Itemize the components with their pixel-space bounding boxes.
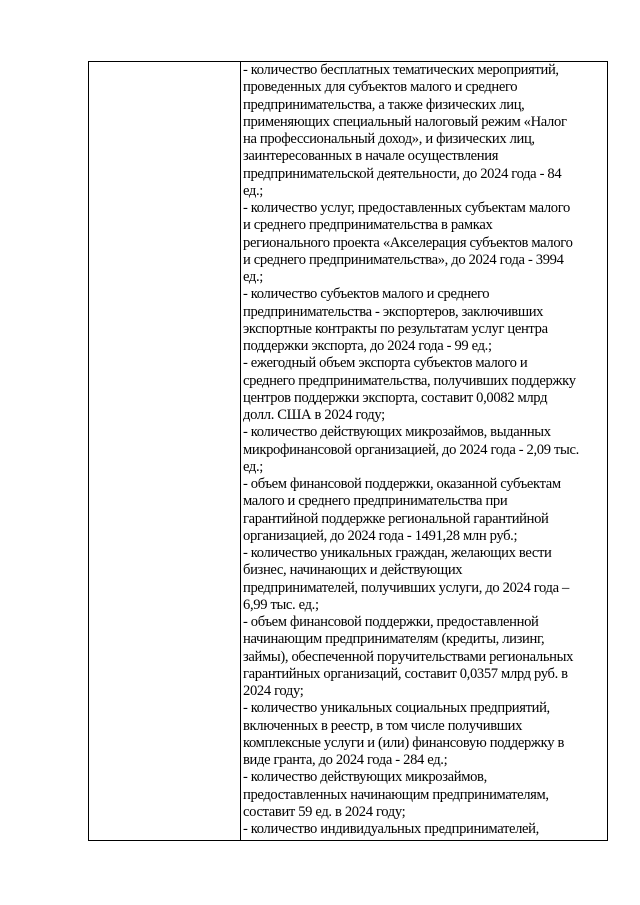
text-line: 6,99 тыс. ед.;	[243, 596, 319, 613]
text-line: - объем финансовой поддержки, оказанной субъектам	[243, 476, 561, 492]
text-line: - количество субъектов малого и среднего	[243, 286, 490, 303]
text-line: гарантийной поддержке региональной гарантийной	[243, 510, 549, 527]
text-line: центров поддержки экспорта, составит 0,0082 млрд	[243, 389, 548, 406]
text-line: экспортные контракты по результатам услуг центра	[243, 320, 548, 337]
text-line: - количество уникальных граждан, желающих вести	[243, 545, 552, 561]
text-line: комплексные услуги и (или) финансовую поддержку в	[243, 734, 564, 751]
text-line: регионального проекта «Акселерация субъектов малого	[243, 234, 573, 251]
text-line: проведенных для субъектов малого и среднего	[243, 79, 518, 96]
text-line: поддержки экспорта, до 2024 года - 99 ед.;	[243, 338, 492, 354]
text-line: предпринимательства, а также физических лиц,	[243, 96, 525, 113]
text-line: 2024 году;	[243, 683, 304, 699]
text-line: бизнес, начинающих и действующих	[243, 562, 463, 579]
text-line: - количество действующих микрозаймов, выданных	[243, 424, 551, 441]
text-line: предпринимательской деятельности, до 2024 года - 84	[243, 165, 562, 182]
text-line: ед.;	[243, 182, 264, 199]
text-line: - количество бесплатных тематических мероприятий,	[243, 62, 559, 78]
text-line: - количество индивидуальных предпринимателей,	[243, 821, 539, 837]
table-right-cell	[241, 62, 607, 840]
text-line: применяющих специальный налоговый режим «Налог	[243, 113, 567, 130]
text-line: микрофинансовой организацией, до 2024 года - 2,09 тыс.	[243, 441, 579, 458]
text-line: предпринимателей, получивших услуги, до 2024 года –	[243, 579, 569, 596]
text-line: ед.;	[243, 458, 264, 475]
text-line: долл. США в 2024 году;	[243, 407, 385, 423]
text-line: составит 59 ед. в 2024 году;	[243, 803, 406, 820]
text-line: займы), обеспеченной поручительствами региональных	[243, 648, 574, 665]
text-line: на профессиональный доход», и физических лиц,	[243, 131, 535, 147]
text-line: - количество услуг, предоставленных субъектам малого	[243, 200, 570, 216]
text-line: гарантийных организаций, составит 0,0357 млрд руб. в	[243, 665, 568, 682]
text-line: и среднего предпринимательства в рамках	[243, 217, 493, 234]
text-line: и среднего предпринимательства», до 2024 года - 3994	[243, 251, 564, 268]
text-line: малого и среднего предпринимательства при	[243, 493, 508, 510]
text-line: виде гранта, до 2024 года - 284 ед.;	[243, 752, 448, 768]
table-left-cell	[89, 62, 241, 840]
text-line: предоставленных начинающим предпринимателям,	[243, 786, 549, 803]
text-line: организацией, до 2024 года - 1491,28 млн руб.;	[243, 527, 518, 544]
text-line: - количество действующих микрозаймов,	[243, 769, 487, 786]
text-line: ед.;	[243, 269, 264, 285]
text-line: предпринимательства - экспортеров, заключивших	[243, 303, 544, 320]
text-line: включенных в реестр, в том числе получивших	[243, 717, 523, 734]
text-line: среднего предпринимательства, получивших поддержку	[243, 372, 576, 389]
text-line: - количество уникальных социальных предприятий,	[243, 700, 550, 717]
text-line: - ежегодный объем экспорта субъектов малого и	[243, 355, 528, 372]
text-line: заинтересованных в начале осуществления	[243, 148, 499, 165]
text-line: начинающим предпринимателям (кредиты, лизинг,	[243, 631, 545, 648]
document-table	[88, 61, 608, 841]
text-line: - объем финансовой поддержки, предоставленной	[243, 614, 539, 630]
